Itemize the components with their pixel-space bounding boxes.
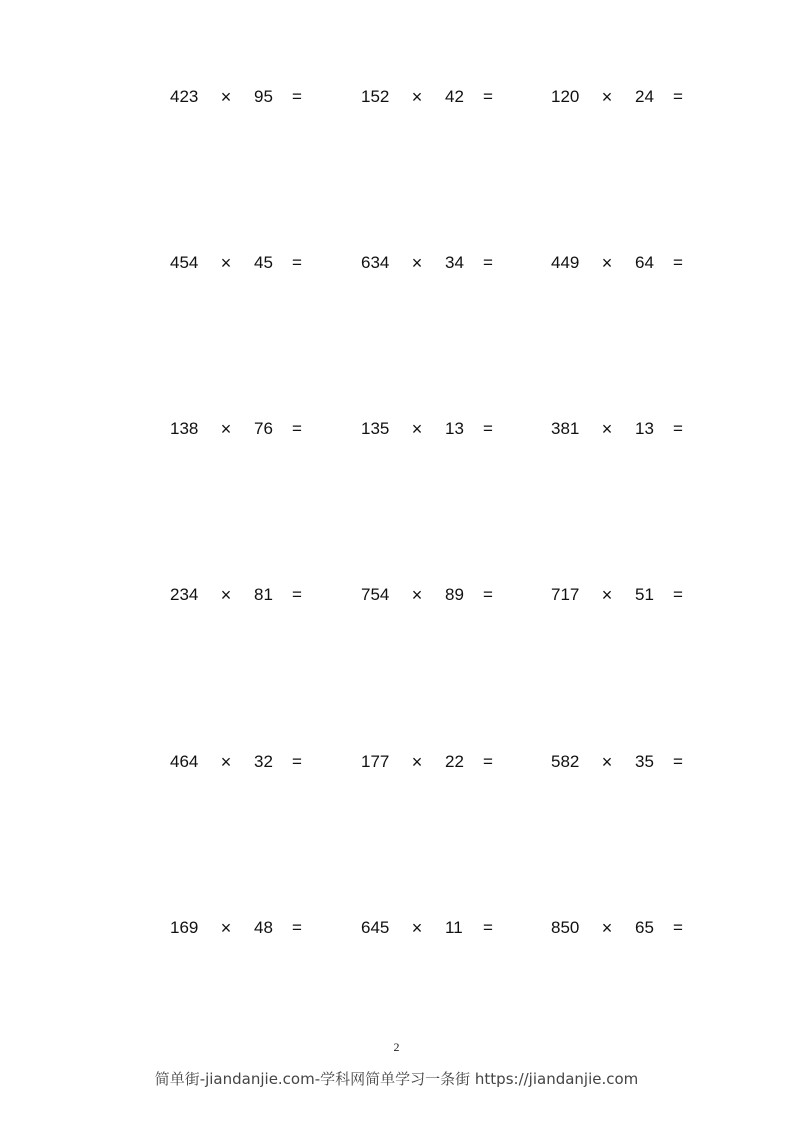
equals-sign: = [673, 253, 683, 272]
multiplier: 48 [254, 918, 273, 937]
problem-row [0, 414, 793, 444]
multiplier: 65 [635, 918, 654, 937]
equals-sign: = [292, 752, 302, 771]
multiplicand: 135 [361, 419, 390, 438]
multiplier: 64 [635, 253, 654, 272]
multiplier: 89 [445, 585, 464, 604]
equals-sign: = [483, 918, 493, 937]
equals-sign: = [292, 918, 302, 937]
problem-row [0, 82, 793, 112]
multiply-sign: × [601, 918, 613, 938]
multiplier: 95 [254, 87, 273, 106]
multiplicand: 138 [170, 419, 199, 438]
equals-sign: = [673, 918, 683, 937]
multiplicand: 234 [170, 585, 199, 604]
multiply-sign: × [220, 87, 232, 107]
multiplicand: 169 [170, 918, 199, 937]
multiplier: 13 [635, 419, 654, 438]
multiply-sign: × [220, 752, 232, 772]
multiplier: 24 [635, 87, 654, 106]
problem-row [0, 248, 793, 278]
problem-row [0, 913, 793, 943]
multiplier: 45 [254, 253, 273, 272]
multiply-sign: × [220, 585, 232, 605]
multiplier: 22 [445, 752, 464, 771]
multiplier: 13 [445, 419, 464, 438]
equals-sign: = [483, 585, 493, 604]
multiplicand: 454 [170, 253, 199, 272]
multiplicand: 423 [170, 87, 199, 106]
multiplicand: 754 [361, 585, 390, 604]
multiply-sign: × [601, 253, 613, 273]
page-number: 2 [393, 1040, 400, 1054]
multiplicand: 177 [361, 752, 390, 771]
multiply-sign: × [601, 752, 613, 772]
multiply-sign: × [411, 918, 423, 938]
multiplicand: 152 [361, 87, 390, 106]
multiply-sign: × [411, 752, 423, 772]
multiplicand: 120 [551, 87, 580, 106]
multiplicand: 850 [551, 918, 580, 937]
multiplier: 76 [254, 419, 273, 438]
multiply-sign: × [601, 585, 613, 605]
multiply-sign: × [220, 918, 232, 938]
footer-watermark-text: 简单街-jiandanjie.com-学科网简单学习一条街 https://jiandanjie.com [154, 1070, 639, 1088]
multiplicand: 645 [361, 918, 390, 937]
multiplier: 51 [635, 585, 654, 604]
multiply-sign: × [220, 253, 232, 273]
equals-sign: = [292, 585, 302, 604]
equals-sign: = [292, 419, 302, 438]
problem-row [0, 747, 793, 777]
equals-sign: = [292, 87, 302, 106]
multiply-sign: × [411, 585, 423, 605]
equals-sign: = [673, 87, 683, 106]
equals-sign: = [483, 87, 493, 106]
equals-sign: = [673, 752, 683, 771]
multiplicand: 449 [551, 253, 580, 272]
equals-sign: = [673, 419, 683, 438]
problem-row [0, 580, 793, 610]
multiplier: 42 [445, 87, 464, 106]
multiply-sign: × [220, 419, 232, 439]
multiply-sign: × [411, 87, 423, 107]
multiply-sign: × [411, 253, 423, 273]
multiplicand: 634 [361, 253, 390, 272]
multiplier: 34 [445, 253, 464, 272]
multiplicand: 464 [170, 752, 199, 771]
multiply-sign: × [601, 87, 613, 107]
multiplier: 11 [445, 918, 463, 937]
multiply-sign: × [411, 419, 423, 439]
multiplier: 81 [254, 585, 273, 604]
equals-sign: = [292, 253, 302, 272]
multiplier: 32 [254, 752, 273, 771]
multiplicand: 381 [551, 419, 580, 438]
equals-sign: = [483, 752, 493, 771]
equals-sign: = [673, 585, 683, 604]
multiplicand: 582 [551, 752, 580, 771]
multiplier: 35 [635, 752, 654, 771]
equals-sign: = [483, 253, 493, 272]
equals-sign: = [483, 419, 493, 438]
multiplicand: 717 [551, 585, 580, 604]
multiply-sign: × [601, 419, 613, 439]
